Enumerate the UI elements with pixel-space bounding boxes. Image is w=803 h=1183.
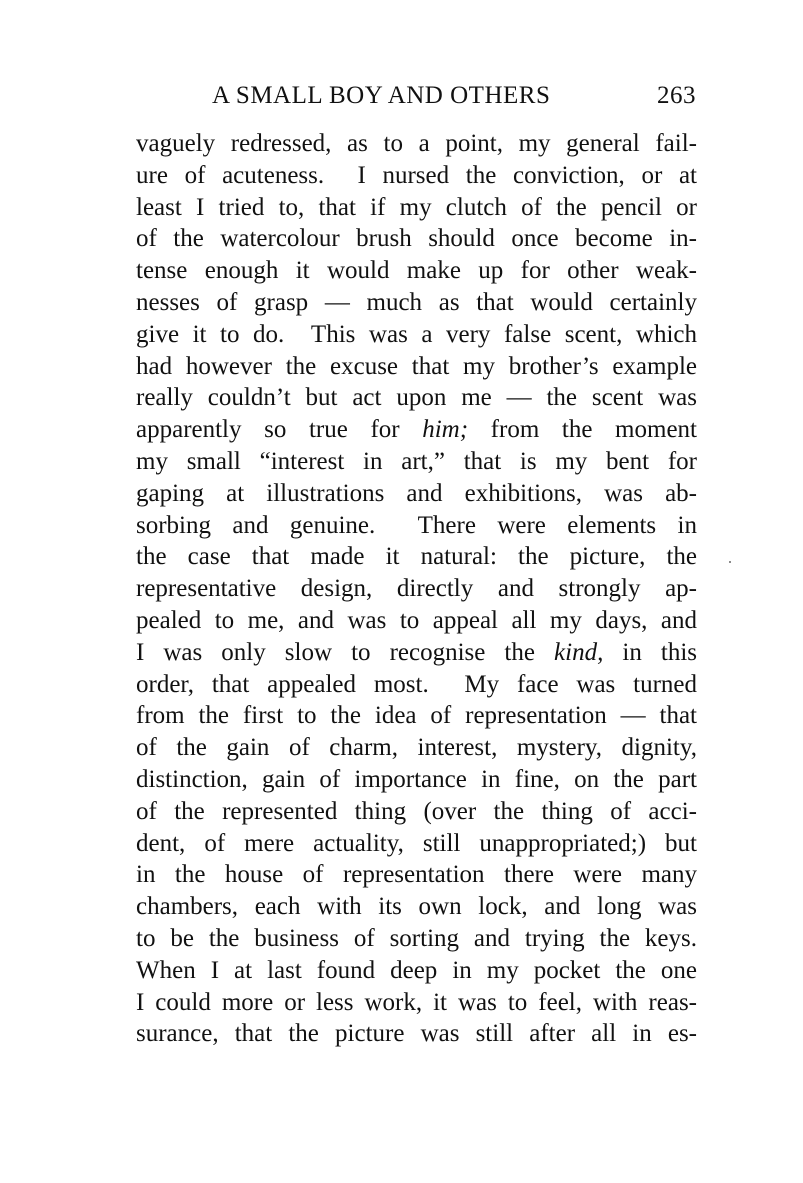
text-line xyxy=(136,351,697,383)
text-line xyxy=(136,605,697,637)
line-text: from the moment xyxy=(468,416,697,444)
page-number: 263 xyxy=(657,82,696,109)
text-line xyxy=(136,510,697,542)
text-line xyxy=(136,1018,697,1050)
running-title: A SMALL BOY AND OTHERS xyxy=(212,82,551,109)
line-text: representative design, directly and strongly ap- xyxy=(136,575,697,603)
text-line xyxy=(136,700,697,732)
text-line xyxy=(136,446,697,478)
line-text: of the represented thing (over the thing of acci- xyxy=(136,797,697,825)
body-text xyxy=(136,128,697,1050)
line-text: apparently so true for xyxy=(136,416,423,444)
italic-text: kind, xyxy=(554,638,604,666)
line-text: in the house of representation there were many xyxy=(136,861,697,889)
line-text: my small “interest in art,” that is my bent for xyxy=(136,447,697,475)
italic-text: him; xyxy=(422,416,469,444)
line-text: nesses of grasp — much as that would certainly xyxy=(136,288,697,316)
line-text: surance, that the picture was still after all in es- xyxy=(136,1020,697,1048)
text-line xyxy=(136,192,697,224)
running-head xyxy=(136,80,696,120)
line-text: When I at last found deep in my pocket the one xyxy=(136,956,697,984)
line-text: gaping at illustrations and exhibitions, was ab- xyxy=(136,479,697,507)
text-line xyxy=(136,796,697,828)
line-text: least I tried to, that if my clutch of the pencil or xyxy=(136,193,697,221)
text-line xyxy=(136,573,697,605)
text-line xyxy=(136,764,697,796)
text-line xyxy=(136,732,697,764)
line-text: tense enough it would make up for other weak- xyxy=(136,257,697,285)
text-line xyxy=(136,828,697,860)
line-text: of the gain of charm, interest, mystery, dignity, xyxy=(136,734,697,762)
line-text: had however the excuse that my brother’s example xyxy=(136,352,697,380)
text-line xyxy=(136,859,697,891)
print-speck xyxy=(729,561,731,563)
text-line xyxy=(136,128,697,160)
line-text: order, that appealed most. My face was turned xyxy=(136,670,697,698)
text-line xyxy=(136,319,697,351)
text-line xyxy=(136,669,697,701)
line-text: distinction, gain of importance in fine, on the part xyxy=(136,765,697,793)
line-text: dent, of mere actuality, still unappropriated;) but xyxy=(136,829,697,857)
text-line xyxy=(136,541,697,573)
line-text: I was only slow to recognise the xyxy=(136,638,555,666)
text-line xyxy=(136,955,697,987)
line-text: to be the business of sorting and trying the keys. xyxy=(136,924,697,952)
text-line xyxy=(136,923,697,955)
text-line xyxy=(136,382,697,414)
text-line xyxy=(136,160,697,192)
line-text: the case that made it natural: the picture, the xyxy=(136,543,697,571)
line-text: give it to do. This was a very false scent, which xyxy=(136,320,697,348)
line-text: in this xyxy=(603,638,697,666)
text-line xyxy=(136,255,697,287)
line-text: from the first to the idea of representation — that xyxy=(136,702,697,730)
text-line xyxy=(136,287,697,319)
text-line xyxy=(136,414,697,446)
text-line xyxy=(136,637,697,669)
text-line xyxy=(136,987,697,1019)
line-text: of the watercolour brush should once become in- xyxy=(136,225,697,253)
line-text: chambers, each with its own lock, and long was xyxy=(136,893,697,921)
line-text: vaguely redressed, as to a point, my general fail- xyxy=(136,130,697,157)
text-line xyxy=(136,478,697,510)
text-line xyxy=(136,891,697,923)
line-text: sorbing and genuine. There were elements in xyxy=(136,511,697,539)
line-text: pealed to me, and was to appeal all my days, and xyxy=(136,606,697,634)
line-text: I could more or less work, it was to feel, with reas- xyxy=(136,988,697,1016)
line-text: ure of acuteness. I nursed the conviction, or at xyxy=(136,161,697,189)
line-text: really couldn’t but act upon me — the scent was xyxy=(136,384,697,412)
text-line xyxy=(136,223,697,255)
